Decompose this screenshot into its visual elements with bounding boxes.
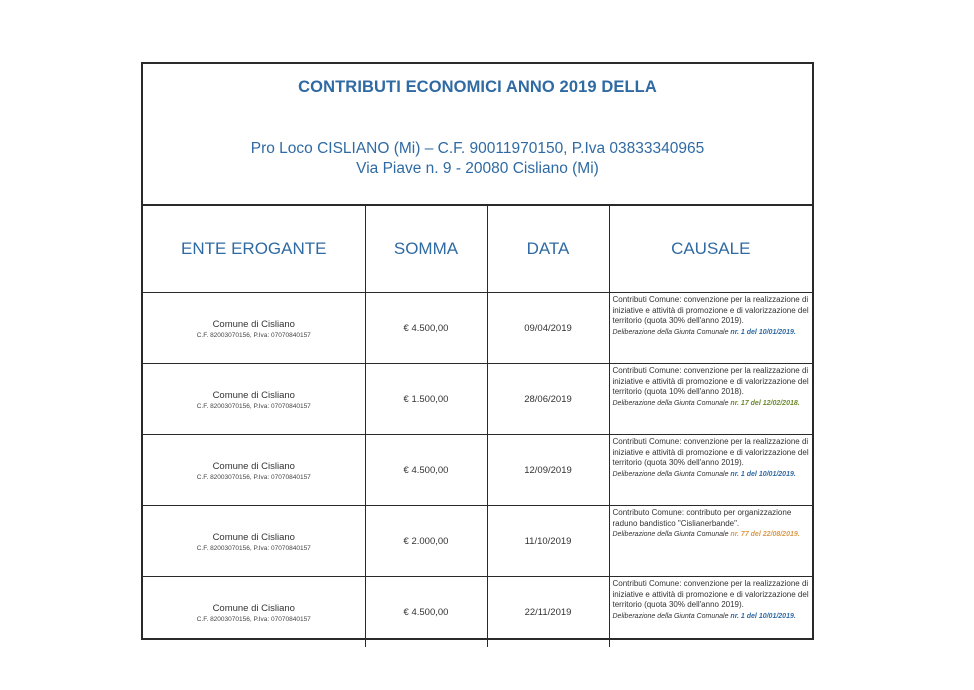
- causale-cell: [609, 364, 812, 435]
- delibera-note: [613, 328, 811, 338]
- causale-text: Contributi Comune: convenzione per la realizzazione di iniziative e attività di promozione e di valorizzazione del territorio (quota 30% dell'anno 2019).: [612, 295, 809, 325]
- table-body: [143, 293, 812, 648]
- date-cell: 11/10/2019: [487, 506, 609, 577]
- causale-cell: [609, 435, 812, 506]
- delibera-note: [613, 612, 811, 622]
- amount-cell: € 2.000,00: [365, 506, 487, 577]
- delibera-note: [613, 399, 811, 409]
- ente-cell: [143, 506, 365, 577]
- date-cell: 22/11/2019: [487, 577, 609, 648]
- amount-cell: € 1.500,00: [365, 364, 487, 435]
- delibera-prefix: Deliberazione della Giunta Comunale: [612, 399, 729, 407]
- delibera-prefix: Deliberazione della Giunta Comunale: [612, 328, 729, 336]
- table-header-row: [143, 205, 812, 293]
- document-frame: [141, 62, 814, 640]
- delibera-reference: nr. 17 del 12/02/2018.: [730, 399, 800, 407]
- address-line: Via Piave n. 9 - 20080 Cisliano (Mi): [356, 160, 599, 177]
- delibera-prefix: Deliberazione della Giunta Comunale: [612, 531, 729, 538]
- amount-cell: € 4.500,00: [365, 435, 487, 506]
- ente-tax-id: C.F. 82003070156, P.Iva: 07070840157: [196, 474, 311, 481]
- delibera-reference: nr. 1 del 10/01/2019.: [730, 470, 796, 478]
- table-row: [143, 577, 812, 648]
- document-title: CONTRIBUTI ECONOMICI ANNO 2019 DELLA: [298, 78, 657, 96]
- causale-cell: [609, 293, 812, 364]
- ente-cell: [143, 364, 365, 435]
- amount-cell: € 4.500,00: [365, 577, 487, 648]
- date-cell: 28/06/2019: [487, 364, 609, 435]
- delibera-prefix: Deliberazione della Giunta Comunale: [612, 612, 729, 620]
- ente-tax-id: C.F. 82003070156, P.Iva: 07070840157: [196, 332, 311, 339]
- causale-cell: [609, 577, 812, 648]
- delibera-note: [613, 470, 811, 480]
- ente-tax-id: C.F. 82003070156, P.Iva: 07070840157: [196, 545, 311, 552]
- ente-name: Comune di Cisliano: [212, 532, 295, 543]
- table-row: [143, 364, 812, 435]
- delibera-reference: nr. 77 del 22/08/2019.: [730, 531, 800, 538]
- table-row: [143, 506, 812, 577]
- date-cell: 12/09/2019: [487, 435, 609, 506]
- causale-text: Contributo Comune: contributo per organizzazione raduno bandistico "Cislianerbande".: [612, 508, 792, 528]
- column-header-causale: CAUSALE: [609, 205, 812, 293]
- delibera-reference: nr. 1 del 10/01/2019.: [730, 612, 796, 620]
- document-header: [143, 64, 812, 206]
- column-header-somma: SOMMA: [365, 205, 487, 293]
- ente-cell: [143, 435, 365, 506]
- ente-tax-id: C.F. 82003070156, P.Iva: 07070840157: [196, 616, 311, 623]
- ente-name: Comune di Cisliano: [212, 319, 295, 330]
- table-row: [143, 435, 812, 506]
- ente-tax-id: C.F. 82003070156, P.Iva: 07070840157: [196, 403, 311, 410]
- causale-cell: [609, 506, 812, 577]
- ente-cell: [143, 577, 365, 648]
- ente-name: Comune di Cisliano: [212, 461, 295, 472]
- table-row: [143, 293, 812, 364]
- date-cell: 09/04/2019: [487, 293, 609, 364]
- delibera-prefix: Deliberazione della Giunta Comunale: [612, 470, 729, 478]
- causale-text: Contributi Comune: convenzione per la realizzazione di iniziative e attività di promozione e di valorizzazione del territorio (quota 30% dell'anno 2019).: [612, 437, 809, 467]
- organization-line: Pro Loco CISLIANO (Mi) – C.F. 90011970150, P.Iva 03833340965: [250, 140, 705, 157]
- delibera-note: [613, 530, 811, 540]
- contributions-table: [143, 204, 812, 647]
- delibera-reference: nr. 1 del 10/01/2019.: [730, 328, 796, 336]
- ente-cell: [143, 293, 365, 364]
- column-header-data: DATA: [487, 205, 609, 293]
- causale-text: Contributi Comune: convenzione per la realizzazione di iniziative e attività di promozione e di valorizzazione del territorio (quota 30% dell'anno 2019).: [612, 579, 809, 609]
- ente-name: Comune di Cisliano: [212, 603, 295, 614]
- column-header-ente: ENTE EROGANTE: [143, 205, 365, 293]
- amount-cell: € 4.500,00: [365, 293, 487, 364]
- ente-name: Comune di Cisliano: [212, 390, 295, 401]
- causale-text: Contributi Comune: convenzione per la realizzazione di iniziative e attività di promozione e di valorizzazione del territorio (quota 10% dell'anno 2018).: [612, 366, 809, 396]
